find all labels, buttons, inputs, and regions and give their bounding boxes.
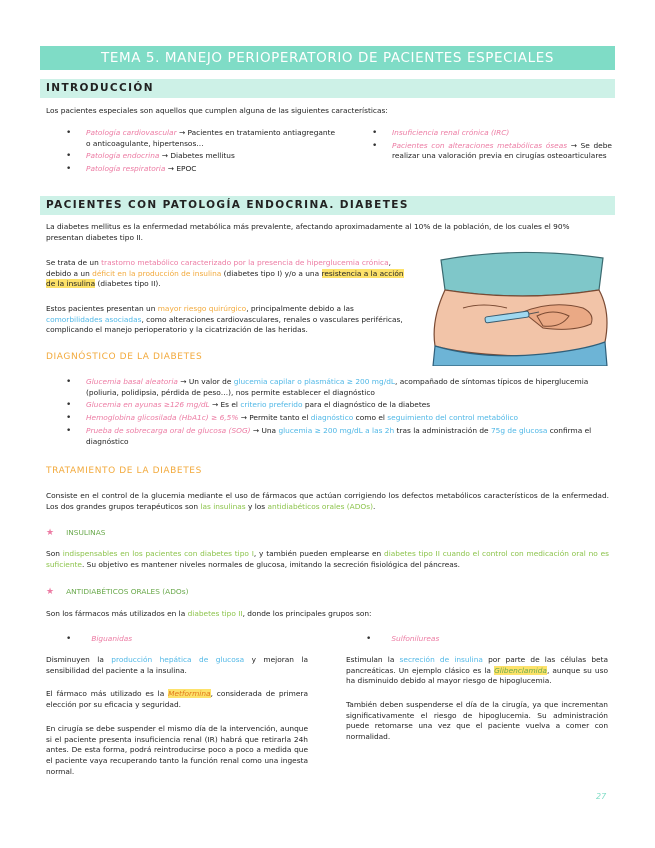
- biguanidas-paragraph-3: En cirugía se debe suspender el mismo día de la intervención, aunque si el paciente presenta insuficiencia renal (IR) habrá que retirarla 24h antes. De esta forma, podrá reintroducirse poco a poco a medida que el paciente vaya recuperando tanto la función renal como una ingesta normal.: [46, 724, 308, 776]
- ados-label-row: [46, 586, 188, 599]
- subtitle-diagnostico: DIAGNÓSTICO DE LA DIABETES: [46, 352, 203, 362]
- list-item: • Glucemia en ayunas ≥126 mg/dL → Es el criterio preferido para el diagnóstico de la diabetes: [46, 400, 616, 411]
- sulfonilureas-title: Sulfonilureas: [391, 634, 440, 643]
- chapter-title-banner: TEMA 5. MANEJO PERIOPERATORIO DE PACIENTES ESPECIALES: [40, 46, 615, 70]
- biguanidas-title-row: • Biguanidas: [66, 634, 133, 644]
- intro-lead: Los pacientes especiales son aquellos que cumplen alguna de las siguientes características:: [46, 106, 388, 115]
- intro-right-list: [352, 128, 612, 164]
- list-item: • Glucemia basal aleatoria → Un valor de glucemia capilar o plasmática ≥ 200 mg/dL, acompañado de síntomas típicos de hiperglucemia (poliuria, polidipsia, pérdida de peso…), nos permite establecer el diagnóstico: [46, 377, 616, 398]
- diabetes-paragraph-1: La diabetes mellitus es la enfermedad metabólica más prevalente, afectando aproximadamente al 10% de la población, de los cuales el 90% presentan diabetes tipo II.: [46, 222, 570, 242]
- diabetes-paragraph-2: Se trata de un trastorno metabólico caracterizado por la presencia de hiperglucemia crónica, debido a un déficit en la producción de insulina (diabetes tipo I) y/o a una resistencia a la acción de la insulina (diabetes tipo II).: [46, 258, 404, 289]
- ados-lead: Son los fármacos más utilizados en la diabetes tipo II, donde los principales grupos son:: [46, 609, 372, 618]
- star-icon: ★: [46, 587, 55, 597]
- list-item: • Patología respiratoria → EPOC: [46, 164, 336, 175]
- biguanidas-paragraph-1: Disminuyen la producción hepática de glucosa y mejoran la sensibilidad del paciente a la insulina.: [46, 655, 308, 675]
- list-item: • Pacientes con alteraciones metabólicas óseas → Se debe realizar una valoración previa en cirugías osteoarticulares: [352, 141, 612, 162]
- list-item: • Hemoglobina glicosilada (HbA1c) ≥ 6,5% → Permite tanto el diagnóstico como el seguimiento del control metabólico: [46, 413, 616, 424]
- list-item: • Prueba de sobrecarga oral de glucosa (SOG) → Una glucemia ≥ 200 mg/dL a las 2h tras la administración de 75g de glucosa confirma el diagnóstico: [46, 426, 616, 447]
- sulfonilureas-paragraph-2: También deben suspenderse el día de la cirugía, ya que incrementan significativamente el riesgo de hipoglucemia. Su administración puede retomarse una vez que el paciente vuelva a comer con normalidad.: [346, 700, 608, 742]
- insulinas-label: INSULINAS: [66, 528, 106, 537]
- insulinas-paragraph: Son indispensables en los pacientes con diabetes tipo I, y también pueden emplearse en diabetes tipo II cuando el control con medicación oral no es suficiente. Su objetivo es mantener niveles normales de glucosa, imitando la secreción fisiológica del páncreas.: [46, 549, 610, 569]
- tratamiento-paragraph: Consiste en el control de la glucemia mediante el uso de fármacos que actúan corrigiendo los defectos metabólicos característicos de la enfermedad. Los dos grandes grupos terapéuticos son las insulinas y los antidiabéticos orales (ADOs).: [46, 491, 609, 511]
- ados-label: ANTIDIABÉTICOS ORALES (ADOs): [66, 587, 189, 596]
- subtitle-tratamiento: TRATAMIENTO DE LA DIABETES: [46, 466, 202, 476]
- insulinas-label-row: [46, 527, 105, 540]
- sulfonilureas-title-row: • Sulfonilureas: [366, 634, 440, 644]
- biguanidas-paragraph-2: El fármaco más utilizado es la Metformina, considerada de primera elección por su eficacia y seguridad.: [46, 689, 308, 709]
- star-icon: ★: [46, 528, 55, 538]
- insulin-injection-illustration: [423, 250, 613, 366]
- biguanidas-title: Biguanidas: [91, 634, 133, 643]
- list-item: • Patología cardiovascular → Pacientes en tratamiento antiagregante o anticoagulante, hipertensos…: [46, 128, 336, 149]
- diabetes-paragraph-3: Estos pacientes presentan un mayor riesgo quirúrgico, principalmente debido a las comorbilidades asociadas, como alteraciones cardiovasculares, renales o vasculares periféricas, complicando el manejo perioperatorio y la cicatrización de las heridas.: [46, 304, 403, 335]
- list-item: • Insuficiencia renal crónica (IRC): [352, 128, 612, 139]
- diagnostico-list: [46, 377, 616, 449]
- section-heading-diabetes: PACIENTES CON PATOLOGÍA ENDOCRINA. DIABETES: [40, 196, 615, 215]
- list-item: • Patología endocrina → Diabetes mellitus: [46, 151, 336, 162]
- intro-left-list: [46, 128, 336, 177]
- sulfonilureas-paragraph-1: Estimulan la secreción de insulina por parte de las células beta pancreáticas. Un ejemplo clásico es la Glibenclamida, aunque su uso ha disminuido debido al mayor riesgo de hipoglucemia.: [346, 655, 608, 686]
- page-number: 27: [596, 792, 607, 801]
- section-heading-introduccion: INTRODUCCIÓN: [40, 79, 615, 98]
